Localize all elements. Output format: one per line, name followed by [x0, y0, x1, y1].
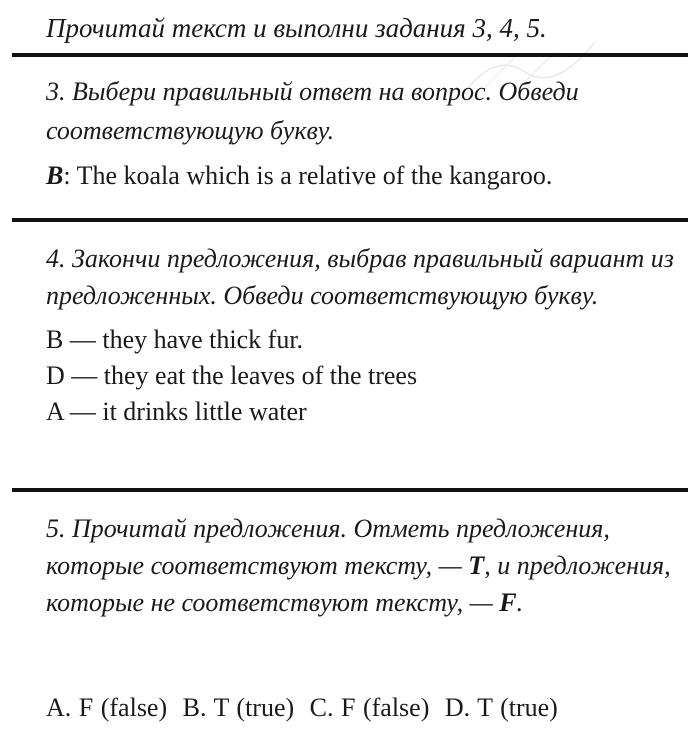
- task-3-answer-text: : The koala which is a relative of the kangaroo.: [63, 161, 553, 190]
- task-5-prompt: [46, 510, 686, 621]
- task-5-answer-item: A. F (false): [46, 693, 168, 722]
- task-3-answer: [46, 158, 686, 194]
- task-5-answer-item: C. F (false): [309, 693, 430, 722]
- header-instruction: Прочитай текст и выполни задания 3, 4, 5.: [46, 13, 547, 43]
- task-5-prompt-part1: 5. Прочитай предложения. Отметь предложения, которые соответствуют тексту, —: [46, 514, 610, 580]
- divider-top: [12, 53, 688, 57]
- divider-4-5: [12, 488, 688, 492]
- task-4-answer-item: D — they eat the leaves of the trees: [46, 361, 418, 390]
- task-4-answer-list: [46, 322, 686, 430]
- task-5-mark-false: F: [499, 588, 517, 617]
- task-4-prompt: 4. Закончи предложения, выбрав правильный вариант из предложенных. Обведи соответствующую букву.: [46, 244, 674, 310]
- task-3-answer-letter: B: [46, 161, 64, 190]
- task-5-mark-true: T: [468, 551, 485, 580]
- task-4-section: [46, 240, 686, 430]
- task-5-answer-item: B. T (true): [182, 693, 295, 722]
- task-3-prompt: 3. Выбери правильный ответ на вопрос. Обведи соответствующую букву.: [46, 77, 579, 145]
- task-5-prompt-part3: .: [516, 588, 524, 617]
- task-5-section: [46, 510, 686, 621]
- task-5-answer-item: D. T (true): [444, 693, 558, 722]
- task-5-prompt-part2: , и предложения, которые не соответствуют тексту, —: [46, 551, 671, 617]
- task-4-answer-item: B — they have thick fur.: [46, 325, 304, 354]
- divider-3-4: [12, 218, 688, 222]
- task-4-answer-item: A — it drinks little water: [46, 397, 307, 426]
- task-3-section: [46, 72, 686, 194]
- task-5-answers: [46, 690, 686, 726]
